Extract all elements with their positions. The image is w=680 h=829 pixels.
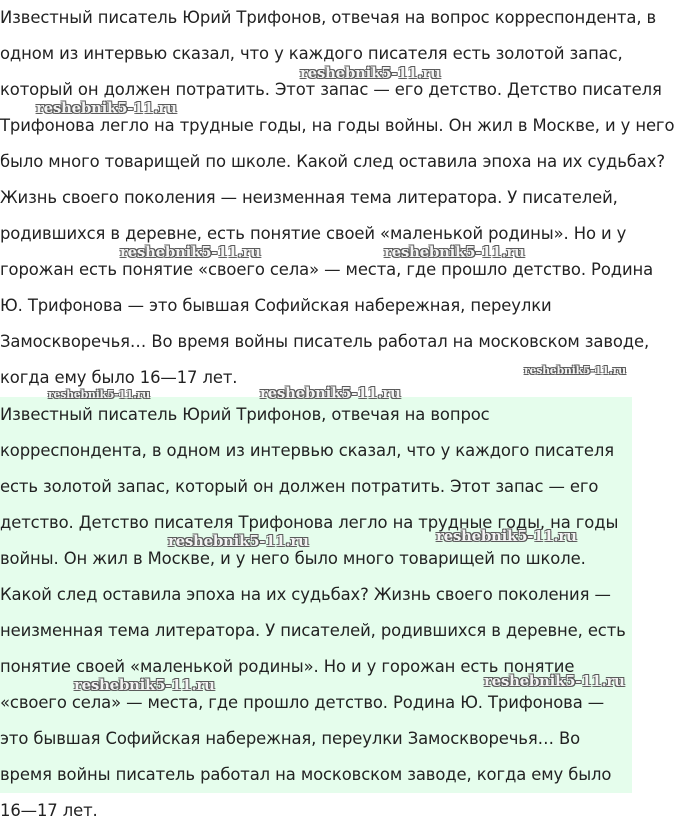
- watermark: reshebnik5-11.ru: [74, 676, 215, 694]
- article-paragraph-highlighted-text: Известный писатель Юрий Трифонов, отвечая на вопрос корреспондента, в одном из интервью сказал, что у каждого писателя есть золотой запас, который он должен потратить. Этот запас — его детство. Детство писателя Трифонова легло на трудные годы, на годы войны. Он жил в Москве, и у него было много товарищей по школе. Какой след оставила эпоха на их судьбах? Жизнь своего поколения — неизменная тема литератора. У писателей, родившихся в деревне, есть понятие своей «маленькой родины». Но и у горожан есть понятие «своего села» — места, где прошло детство. Родина Ю. Трифонова — это бывшая Софийская набережная, переулки Замоскворечья… Во время войны писатель работал на московском заводе, когда ему было 16—17 лет.: [0, 405, 626, 820]
- watermark: reshebnik5-11.ru: [484, 672, 625, 690]
- watermark: reshebnik5-11.ru: [120, 243, 261, 261]
- article-paragraph-plain: Известный писатель Юрий Трифонов, отвечая на вопрос корреспондента, в одном из интервью сказал, что у каждого писателя есть золотой запас, который он должен потратить. Этот запас — его детство. Детство писателя Трифонова легло на трудные годы, на годы войны. Он жил в Москве, и у него было много товарищей по школе. Какой след оставила эпоха на их судьбах? Жизнь своего поколения — неизменная тема литератора. У писателей, родившихся в деревне, есть понятие своей «маленькой родины». Но и у горожан есть понятие «своего села» — места, где прошло детство. Родина Ю. Трифонова — это бывшая Софийская набережная, переулки Замоскворечья… Во время войны писатель работал на московском заводе, когда ему было 16—17 лет.: [0, 8, 675, 387]
- article-paragraph-highlighted: [0, 397, 632, 820]
- watermark: reshebnik5-11.ru: [300, 64, 441, 82]
- watermark: reshebnik5-11.ru: [260, 384, 401, 402]
- watermark: reshebnik5-11.ru: [384, 243, 525, 261]
- watermark: reshebnik5-11.ru: [436, 527, 577, 545]
- watermark: reshebnik5-11.ru: [48, 388, 150, 401]
- watermark: reshebnik5-11.ru: [36, 99, 177, 117]
- watermark: reshebnik5-11.ru: [524, 364, 626, 377]
- watermark: reshebnik5-11.ru: [168, 532, 309, 550]
